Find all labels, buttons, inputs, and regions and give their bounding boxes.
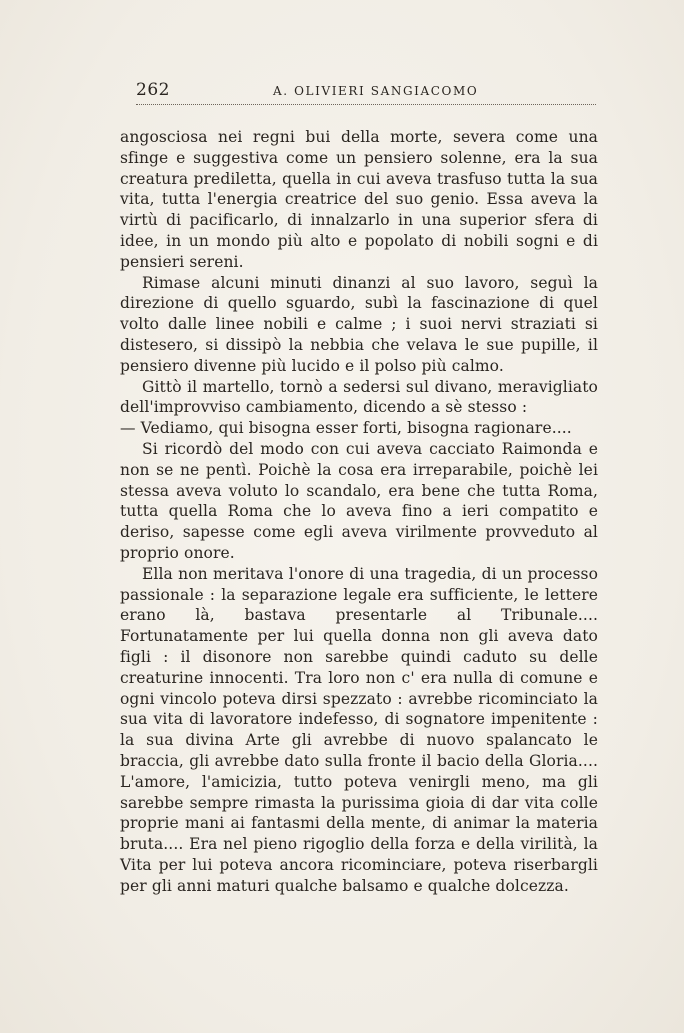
paragraph: Si ricordò del modo con cui aveva cacciato Raimonda e non se ne pentì. Poichè la cosa era irreparabile, poichè lei stessa aveva voluto lo scandalo, era bene che tutta Roma, tutta quella Roma che lo aveva fino a ieri compatito e deriso, sapesse come egli aveva virilmente provveduto al proprio onore. (120, 439, 598, 562)
dialogue-line: — Vediamo, qui bisogna esser forti, bisogna ragionare.... (120, 419, 572, 438)
paragraph: Rimase alcuni minuti dinanzi al suo lavoro, seguì la direzione di quello sguardo, subì la fascinazione di quel volto dalle linee nobili e calme ; i suoi nervi straziati si distesero, si dissipò la nebbia che velava le sue pupille, il pensiero divenne più lucido e il polso più calmo. (120, 273, 598, 375)
running-head: A. OLIVIERI SANGIACOMO (273, 84, 479, 98)
paragraph: angosciosa nei regni bui della morte, severa come una sfinge e suggestiva come un pensiero solenne, era la sua creatura prediletta, quella in cui aveva trasfuso tutta la sua vita, tutta l'energia creatrice del suo genio. Essa aveva la virtù di pacificarlo, di innalzarlo in una superior sfera di idee, in un mondo più alto e popolato di nobili sogni e di pensieri sereni. (120, 128, 598, 271)
paragraph: Ella non meritava l'onore di una tragedia, di un processo passionale : la separazione legale era sufficiente, le lettere erano là, bastava presentarle al Tribunale.... Fortunatamente per lui quella donna non gli aveva dato figli : il disonore non sarebbe quindi caduto su delle creaturine innocenti. Tra loro non c' era nulla di comune e ogni vincolo poteva dirsi spezzato : avrebbe ricominciato la sua vita di lavoratore indefesso, di sognatore impenitente : la sua divina Arte gli avrebbe di nuovo spalancato le braccia, gli avrebbe dato sulla fronte il bacio della Gloria.... L'amore, l'amicizia, tutto poteva venirgli meno, ma gli sarebbe sempre rimasta la purissima gioia di dar vita colle proprie mani ai fantasmi della mente, di animar la materia bruta.... Era nel pieno rigoglio della forza e della virilità, la Vita per lui poteva ancora ricominciare, poteva riserbargli per gli anni maturi qualche balsamo e qualche dolcezza. (120, 564, 598, 895)
page-header (116, 76, 596, 106)
body-text (120, 127, 598, 896)
header-rule (136, 104, 596, 105)
page-number: 262 (136, 80, 170, 100)
paragraph: Gittò il martello, tornò a sedersi sul divano, meravigliato dell'improvviso cambiamento, dicendo a sè stesso : (120, 377, 598, 417)
